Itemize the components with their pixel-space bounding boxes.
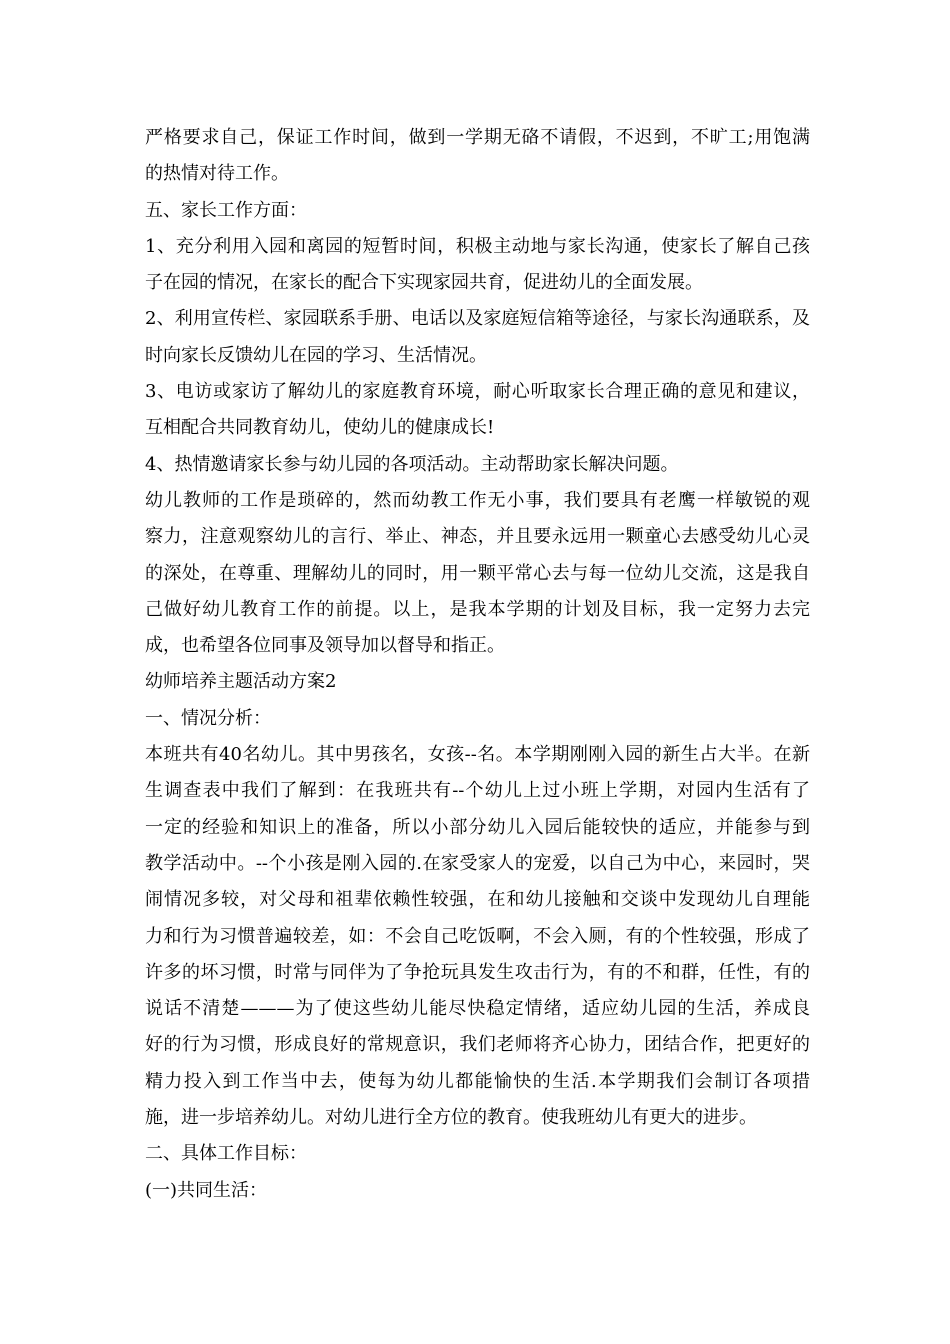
text-line: 教学活动中。--个小孩是刚入园的.在家受家人的宠爱，以自己为中心，来园时，哭 [145,852,810,874]
text-line: 1、充分利用入园和离园的短暂时间，积极主动地与家长沟通，使家长了解自己孩 [145,235,810,257]
text-line: 本班共有40名幼儿。其中男孩名，女孩--名。本学期刚刚入园的新生占大半。在新 [145,744,810,766]
text-line: 施，进一步培养幼儿。对幼儿进行全方位的教育。使我班幼儿有更大的进步。 [145,1107,757,1129]
section-heading: 五、家长工作方面： [145,199,307,221]
text-line: 生调查表中我们了解到：在我班共有--个幼儿上过小班上学期，对园内生活有了 [145,780,810,802]
text-line: 的热情对待工作。 [145,163,289,185]
section-heading: 一、情况分析： [145,707,271,729]
text-line: 2、利用宣传栏、家园联系手册、电话以及家庭短信箱等途径，与家长沟通联系，及 [145,308,810,330]
text-line: 一定的经验和知识上的准备，所以小部分幼儿入园后能较快的适应，并能参与到 [145,816,810,838]
text-line: 闹情况多较，对父母和祖辈依赖性较强，在和幼儿接触和交谈中发现幼儿自理能 [145,889,810,911]
text-line: 4、热情邀请家长参与幼儿园的各项活动。主动帮助家长解决问题。 [145,453,679,475]
text-line: 成，也希望各位同事及领导加以督导和指正。 [145,635,505,657]
text-line: 察力，注意观察幼儿的言行、举止、神态，并且要永远用一颗童心去感受幼儿心灵 [145,526,810,548]
text-line: 时向家长反馈幼儿在园的学习、生活情况。 [145,344,487,366]
text-line: 子在园的情况，在家长的配合下实现家园共育，促进幼儿的全面发展。 [145,272,703,294]
text-line: 严格要求自己，保证工作时间，做到一学期无硌不请假，不迟到，不旷工;用饱满 [145,127,810,148]
text-line: 好的行为习惯，形成良好的常规意识，我们老师将齐心协力，团结合作，把更好的 [145,1034,810,1056]
text-line: 互相配合共同教育幼儿，使幼儿的健康成长! [145,417,495,439]
text-line: 许多的坏习惯，时常与同伴为了争抢玩具发生攻击行为，有的不和群，任性，有的 [145,961,810,983]
text-line: 精力投入到工作当中去，使每为幼儿都能愉快的生活.本学期我们会制订各项措 [145,1070,810,1092]
text-line: 力和行为习惯普遍较差，如：不会自己吃饭啊，不会入厕，有的个性较强，形成了 [145,925,810,947]
text-line: 己做好幼儿教育工作的前提。以上，是我本学期的计划及目标，我一定努力去完 [145,598,810,620]
subsection-heading: (一)共同生活： [145,1179,268,1201]
document-title: 幼师培养主题活动方案2 [145,671,337,693]
text-line: 的深处，在尊重、理解幼儿的同时，用一颗平常心去与每一位幼儿交流，这是我自 [145,562,810,584]
text-line: 说话不清楚———为了使这些幼儿能尽快稳定情绪，适应幼儿园的生活，养成良 [145,998,810,1020]
section-heading: 二、具体工作目标： [145,1143,307,1165]
document-body [145,120,810,1209]
text-line: 幼儿教师的工作是琐碎的，然而幼教工作无小事，我们要具有老鹰一样敏锐的观 [145,489,810,511]
text-line: 3、电访或家访了解幼儿的家庭教育环境，耐心听取家长合理正确的意见和建议， [145,381,810,403]
